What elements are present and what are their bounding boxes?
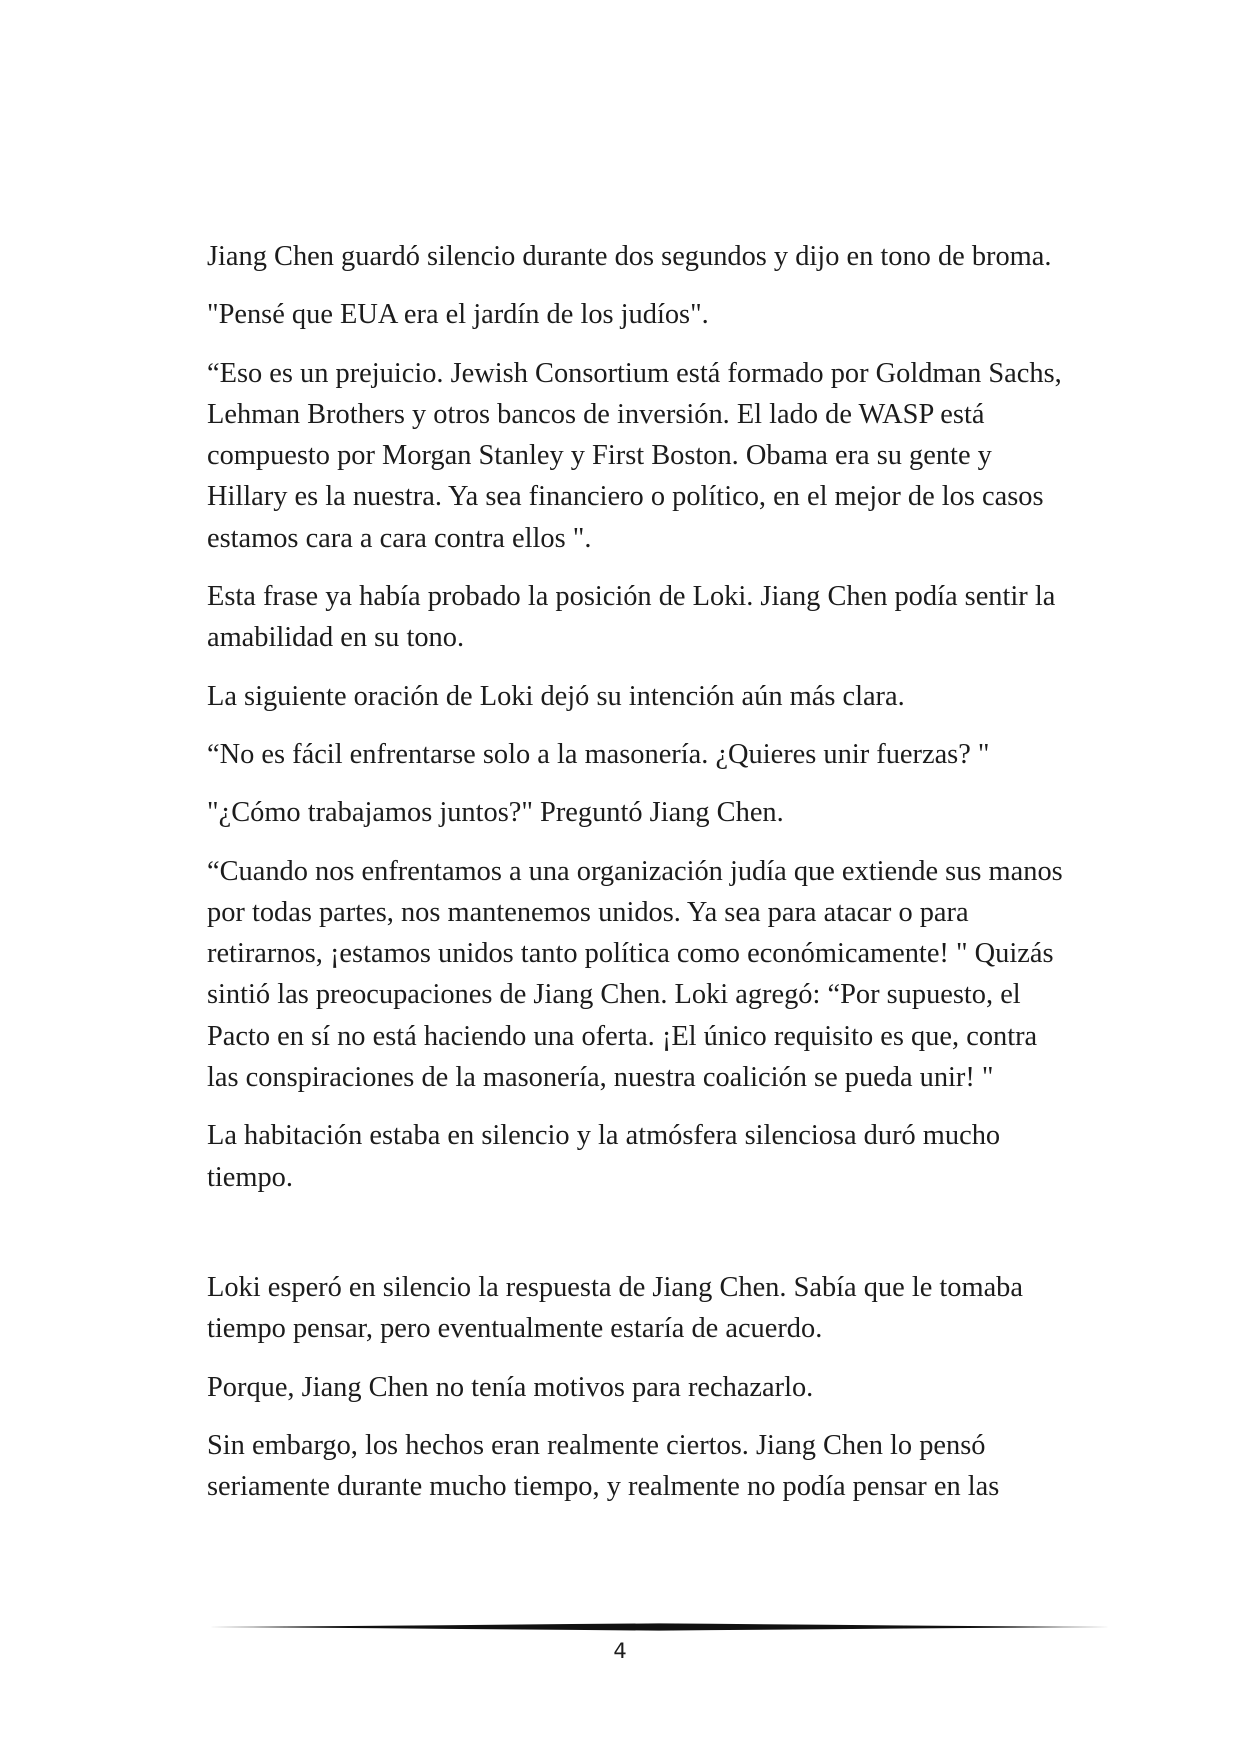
paragraph: "¿Cómo trabajamos juntos?" Preguntó Jiang Chen. (207, 797, 784, 829)
paragraph: “Cuando nos enfrentamos a una organización judía que extiende sus manos por todas partes, nos mantenemos unidos. Ya sea para atacar o para retirarnos, ¡estamos unidos tanto política como económicamente! " Quizás sintió las preocupaciones de Jiang Chen. Loki agregó: “Por supuesto, el Pacto en sí no está haciendo una oferta. ¡El único requisito es que, contra las conspiraciones de la masonería, nuestra coalición se pueda unir! " (207, 855, 1063, 1094)
paragraph: “No es fácil enfrentarse solo a la masonería. ¿Quieres unir fuerzas? " (207, 738, 990, 770)
paragraph: La habitación estaba en silencio y la atmósfera silenciosa duró mucho tiempo. (207, 1120, 1001, 1193)
paragraph: "Pensé que EUA era el jardín de los judíos". (207, 299, 709, 331)
paragraph: Porque, Jiang Chen no tenía motivos para rechazarlo. (207, 1371, 814, 1403)
paragraph: Sin embargo, los hechos eran realmente ciertos. Jiang Chen lo pensó seriamente durante mucho tiempo, y realmente no podía pensar en las (207, 1429, 1000, 1503)
footer-rule (209, 1621, 1110, 1633)
paragraph: La siguiente oración de Loki dejó su intención aún más clara. (207, 680, 905, 712)
page-number: 4 (613, 1639, 627, 1663)
body-text (207, 236, 1067, 1524)
paragraph: “Eso es un prejuicio. Jewish Consortium está formado por Goldman Sachs, Lehman Brothers y otros bancos de inversión. El lado de WASP está compuesto por Morgan Stanley y First Boston. Obama era su gente y Hillary es la nuestra. Ya sea financiero o político, en el mejor de los casos estamos cara a cara contra ellos ". (207, 357, 1062, 554)
paragraph: Jiang Chen guardó silencio durante dos segundos y dijo en tono de broma. (207, 241, 1052, 272)
section-break (207, 1215, 1067, 1267)
footer-rule-shape (209, 1623, 1110, 1630)
paragraph: Esta frase ya había probado la posición de Loki. Jiang Chen podía sentir la amabilidad en su tono. (207, 581, 1056, 654)
paragraph: Loki esperó en silencio la respuesta de Jiang Chen. Sabía que le tomaba tiempo pensar, pero eventualmente estaría de acuerdo. (207, 1271, 1023, 1345)
